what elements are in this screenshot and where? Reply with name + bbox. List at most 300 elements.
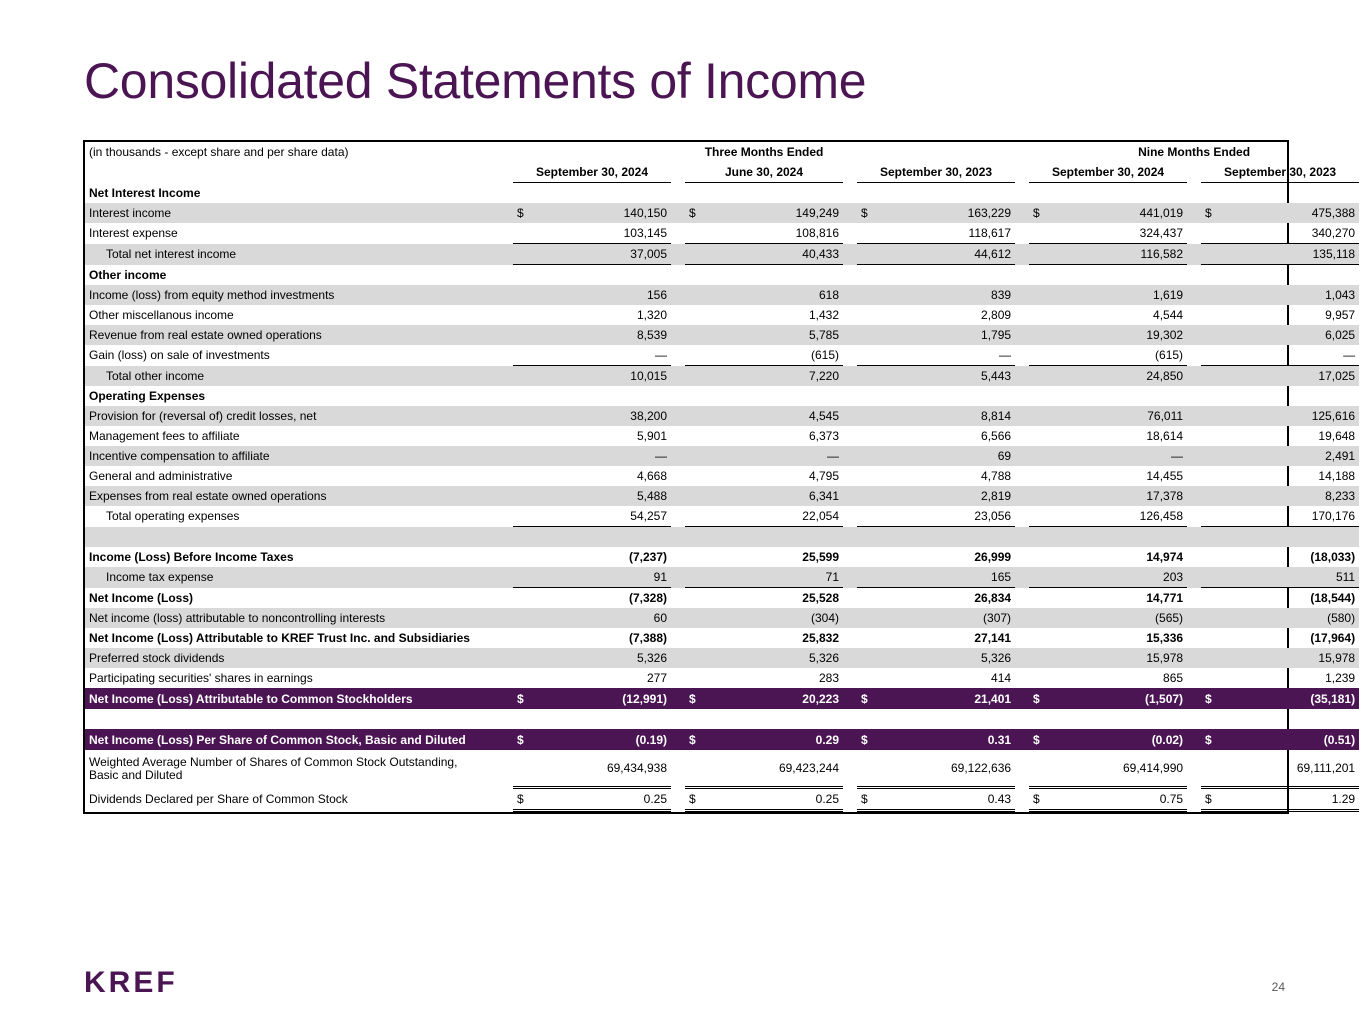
row-label: Total net interest income bbox=[85, 244, 513, 265]
table-row bbox=[85, 203, 1359, 223]
currency-sign bbox=[1201, 486, 1217, 506]
currency-sign bbox=[1029, 486, 1045, 506]
cell-value: — bbox=[529, 345, 671, 366]
table-row bbox=[85, 628, 1359, 648]
cell-value: 324,437 bbox=[1045, 223, 1187, 244]
cell-value: 618 bbox=[701, 285, 843, 305]
row-label: Total other income bbox=[85, 366, 513, 387]
currency-sign bbox=[685, 366, 701, 387]
cell-value: 91 bbox=[529, 567, 671, 588]
currency-sign bbox=[857, 648, 873, 668]
cell-value: (18,544) bbox=[1310, 591, 1356, 605]
currency-sign bbox=[685, 345, 701, 366]
cell-value: 44,612 bbox=[873, 244, 1015, 265]
currency-sign bbox=[513, 486, 529, 506]
cell-value: 1,239 bbox=[1325, 671, 1356, 685]
currency-sign bbox=[685, 406, 701, 426]
row-label: Total operating expenses bbox=[106, 509, 240, 524]
currency-sign bbox=[513, 750, 529, 788]
currency-sign bbox=[857, 506, 873, 527]
column-header: September 30, 2023 bbox=[1201, 162, 1359, 183]
cell-value: 1.29 bbox=[1217, 788, 1359, 811]
row-label: Preferred stock dividends bbox=[85, 648, 513, 668]
nine-months-header: Nine Months Ended bbox=[1138, 145, 1251, 159]
currency-sign: $ bbox=[857, 729, 873, 750]
currency-sign bbox=[857, 406, 873, 426]
currency-sign bbox=[1201, 547, 1217, 567]
cell-value: 0.43 bbox=[873, 788, 1015, 811]
section-header-row bbox=[85, 183, 1359, 204]
row-label: Net income (loss) attributable to noncontrolling interests bbox=[85, 608, 513, 628]
cell-value: (615) bbox=[1045, 345, 1187, 366]
cell-value: 6,025 bbox=[1217, 325, 1359, 345]
cell-value: 8,233 bbox=[1217, 486, 1359, 506]
row-label: Participating securities' shares in earnings bbox=[89, 671, 313, 685]
currency-sign: $ bbox=[1201, 203, 1217, 223]
spacer-row bbox=[85, 527, 1359, 548]
table-row bbox=[85, 223, 1359, 244]
currency-sign bbox=[685, 668, 701, 688]
cell-value: 18,614 bbox=[1146, 429, 1184, 443]
cell-value: 140,150 bbox=[529, 203, 671, 223]
currency-sign bbox=[857, 750, 873, 788]
currency-sign bbox=[513, 305, 529, 325]
cell-value: 1,320 bbox=[636, 308, 667, 322]
currency-sign bbox=[685, 750, 701, 788]
cell-value: (307) bbox=[873, 608, 1015, 628]
currency-sign: $ bbox=[1029, 729, 1045, 750]
row-label: General and administrative bbox=[89, 469, 233, 483]
cell-value: (12,991) bbox=[529, 688, 671, 709]
table-body bbox=[85, 142, 1359, 811]
currency-sign bbox=[513, 547, 529, 567]
cell-value: 5,443 bbox=[873, 366, 1015, 387]
currency-sign bbox=[857, 608, 873, 628]
column-header: June 30, 2024 bbox=[685, 162, 843, 183]
table-row bbox=[85, 366, 1359, 387]
cell-value: 0.75 bbox=[1045, 788, 1187, 811]
cell-value: 2,491 bbox=[1217, 446, 1359, 466]
table-row bbox=[85, 345, 1359, 366]
row-label: Incentive compensation to affiliate bbox=[85, 446, 513, 466]
cell-value: (17,964) bbox=[1310, 631, 1356, 645]
cell-value: 20,223 bbox=[701, 688, 843, 709]
currency-sign bbox=[1029, 567, 1045, 588]
cell-value: 15,978 bbox=[1045, 648, 1187, 668]
currency-sign bbox=[513, 426, 529, 446]
cell-value: 54,257 bbox=[529, 506, 671, 527]
currency-sign bbox=[1201, 223, 1217, 244]
cell-value: 156 bbox=[529, 285, 671, 305]
currency-sign bbox=[1029, 223, 1045, 244]
column-header: September 30, 2023 bbox=[857, 162, 1015, 183]
cell-value: 25,528 bbox=[802, 591, 839, 605]
header-group-row bbox=[85, 142, 1359, 162]
row-label: Other miscellanous income bbox=[89, 308, 234, 322]
currency-sign bbox=[1201, 305, 1217, 325]
cell-value: 15,978 bbox=[1217, 648, 1359, 668]
row-label-line: Basic and Diluted bbox=[89, 767, 183, 782]
currency-sign bbox=[1029, 588, 1045, 609]
table-row bbox=[85, 244, 1359, 265]
cell-value: 103,145 bbox=[529, 223, 671, 244]
cell-value: 60 bbox=[529, 608, 671, 628]
cell-value: — bbox=[873, 345, 1015, 366]
table-row bbox=[85, 486, 1359, 506]
cell-value: 5,901 bbox=[636, 429, 667, 443]
currency-sign bbox=[513, 668, 529, 688]
currency-sign bbox=[513, 588, 529, 609]
currency-sign bbox=[857, 223, 873, 244]
row-label: Net Income (Loss) Attributable to Common Stockholders bbox=[85, 688, 513, 709]
currency-sign bbox=[513, 223, 529, 244]
table-row bbox=[85, 305, 1359, 325]
currency-sign: $ bbox=[513, 688, 529, 709]
currency-sign bbox=[1201, 628, 1217, 648]
currency-sign bbox=[685, 446, 701, 466]
currency-sign bbox=[685, 285, 701, 305]
currency-sign bbox=[1201, 366, 1217, 387]
cell-value: 14,974 bbox=[1146, 550, 1184, 564]
table-row bbox=[85, 506, 1359, 527]
cell-value: 340,270 bbox=[1217, 223, 1359, 244]
cell-value: 69,122,636 bbox=[873, 750, 1015, 788]
currency-sign bbox=[685, 648, 701, 668]
cell-value: (0.02) bbox=[1045, 729, 1187, 750]
column-header: September 30, 2024 bbox=[513, 162, 671, 183]
currency-sign bbox=[513, 506, 529, 527]
header-date-row bbox=[85, 162, 1359, 183]
currency-sign bbox=[857, 325, 873, 345]
cell-value: — bbox=[1217, 345, 1359, 366]
cell-value: 24,850 bbox=[1045, 366, 1187, 387]
cell-value: 4,544 bbox=[1153, 308, 1184, 322]
cell-value: 25,599 bbox=[802, 550, 839, 564]
cell-value: 1,432 bbox=[808, 308, 839, 322]
currency-sign bbox=[1029, 285, 1045, 305]
cell-value: 5,326 bbox=[529, 648, 671, 668]
currency-sign bbox=[685, 547, 701, 567]
currency-sign bbox=[1029, 547, 1045, 567]
currency-sign bbox=[857, 628, 873, 648]
page-title: Consolidated Statements of Income bbox=[84, 53, 867, 109]
cell-value: 283 bbox=[818, 671, 839, 685]
currency-sign: $ bbox=[685, 729, 701, 750]
currency-sign bbox=[685, 486, 701, 506]
cell-value: 149,249 bbox=[701, 203, 843, 223]
cell-value: 8,539 bbox=[529, 325, 671, 345]
currency-sign bbox=[1029, 466, 1045, 486]
currency-sign bbox=[1201, 608, 1217, 628]
table-row bbox=[85, 426, 1359, 446]
currency-sign bbox=[1201, 446, 1217, 466]
cell-value: 5,326 bbox=[701, 648, 843, 668]
table-row bbox=[85, 325, 1359, 345]
table-row bbox=[85, 788, 1359, 811]
cell-value: 475,388 bbox=[1217, 203, 1359, 223]
currency-sign bbox=[1029, 750, 1045, 788]
cell-value: 26,834 bbox=[974, 591, 1012, 605]
row-label: Net Income (Loss) bbox=[89, 590, 194, 605]
currency-sign bbox=[685, 567, 701, 588]
cell-value: 511 bbox=[1217, 567, 1359, 588]
currency-sign bbox=[1029, 608, 1045, 628]
cell-value: 19,302 bbox=[1045, 325, 1187, 345]
currency-sign bbox=[1029, 366, 1045, 387]
currency-sign: $ bbox=[513, 729, 529, 750]
cell-value: 126,458 bbox=[1045, 506, 1187, 527]
currency-sign bbox=[685, 506, 701, 527]
cell-value: 0.31 bbox=[873, 729, 1015, 750]
currency-sign bbox=[685, 628, 701, 648]
currency-sign bbox=[857, 567, 873, 588]
cell-value: 17,378 bbox=[1045, 486, 1187, 506]
row-label: Net Income (Loss) Attributable to KREF Trust Inc. and Subsidiaries bbox=[89, 631, 470, 645]
table-row bbox=[85, 285, 1359, 305]
cell-value: 5,326 bbox=[873, 648, 1015, 668]
currency-sign bbox=[685, 325, 701, 345]
cell-value: 125,616 bbox=[1217, 406, 1359, 426]
currency-sign bbox=[857, 305, 873, 325]
currency-sign bbox=[1029, 325, 1045, 345]
income-statement-table bbox=[85, 142, 1359, 812]
cell-value: 21,401 bbox=[873, 688, 1015, 709]
currency-sign bbox=[1029, 668, 1045, 688]
cell-value: 2,819 bbox=[873, 486, 1015, 506]
cell-value: 108,816 bbox=[701, 223, 843, 244]
currency-sign bbox=[513, 325, 529, 345]
currency-sign bbox=[513, 345, 529, 366]
currency-sign bbox=[513, 628, 529, 648]
cell-value: 839 bbox=[873, 285, 1015, 305]
currency-sign bbox=[513, 466, 529, 486]
table-row bbox=[85, 608, 1359, 628]
currency-sign bbox=[857, 446, 873, 466]
table-row bbox=[85, 446, 1359, 466]
currency-sign: $ bbox=[685, 203, 701, 223]
cell-value: 165 bbox=[873, 567, 1015, 588]
currency-sign bbox=[1029, 506, 1045, 527]
currency-sign bbox=[1201, 244, 1217, 265]
row-label: Interest expense bbox=[89, 226, 178, 241]
currency-sign bbox=[1201, 285, 1217, 305]
currency-sign bbox=[857, 345, 873, 366]
currency-sign bbox=[1201, 750, 1217, 788]
cell-value: (35,181) bbox=[1217, 688, 1359, 709]
currency-sign bbox=[685, 223, 701, 244]
cell-value: 14,188 bbox=[1318, 469, 1356, 483]
currency-sign: $ bbox=[513, 203, 529, 223]
currency-sign bbox=[513, 567, 529, 588]
row-label: Income tax expense bbox=[85, 567, 513, 588]
cell-value: (304) bbox=[701, 608, 843, 628]
currency-sign: $ bbox=[685, 688, 701, 709]
cell-value: 0.29 bbox=[701, 729, 843, 750]
cell-value: 22,054 bbox=[701, 506, 843, 527]
cell-value: 441,019 bbox=[1045, 203, 1187, 223]
cell-value: 277 bbox=[646, 671, 667, 685]
cell-value: 865 bbox=[1163, 671, 1184, 685]
currency-sign: $ bbox=[1201, 788, 1217, 811]
cell-value: (1,507) bbox=[1045, 688, 1187, 709]
currency-sign bbox=[685, 608, 701, 628]
currency-sign: $ bbox=[857, 788, 873, 811]
cell-value: 69,423,244 bbox=[701, 750, 843, 788]
currency-sign bbox=[513, 285, 529, 305]
section-label: Operating Expenses bbox=[89, 389, 206, 403]
currency-sign bbox=[1029, 446, 1045, 466]
column-header: September 30, 2024 bbox=[1029, 162, 1187, 183]
currency-sign bbox=[1201, 345, 1217, 366]
currency-sign bbox=[685, 305, 701, 325]
table-row bbox=[85, 547, 1359, 567]
currency-sign bbox=[1201, 567, 1217, 588]
income-statement-table-container bbox=[83, 140, 1356, 814]
cell-value: 27,141 bbox=[974, 631, 1012, 645]
cell-value: 4,545 bbox=[701, 406, 843, 426]
currency-sign bbox=[857, 285, 873, 305]
table-row bbox=[85, 567, 1359, 588]
table-row bbox=[85, 668, 1359, 688]
cell-value: (0.51) bbox=[1217, 729, 1359, 750]
cell-value: 4,668 bbox=[636, 469, 667, 483]
cell-value: 7,220 bbox=[701, 366, 843, 387]
currency-sign: $ bbox=[1201, 688, 1217, 709]
currency-sign: $ bbox=[1029, 203, 1045, 223]
currency-sign bbox=[513, 244, 529, 265]
cell-value: (7,328) bbox=[628, 591, 667, 605]
currency-sign bbox=[1029, 345, 1045, 366]
page-number: 24 bbox=[1271, 980, 1285, 994]
cell-value: 71 bbox=[701, 567, 843, 588]
currency-sign bbox=[1029, 305, 1045, 325]
cell-value: — bbox=[529, 446, 671, 466]
cell-value: 135,118 bbox=[1217, 244, 1359, 265]
currency-sign bbox=[1201, 426, 1217, 446]
cell-value: 163,229 bbox=[873, 203, 1015, 223]
cell-value: 6,566 bbox=[981, 429, 1012, 443]
cell-value: 170,176 bbox=[1217, 506, 1359, 527]
cell-value: 116,582 bbox=[1045, 244, 1187, 265]
cell-value: (615) bbox=[701, 345, 843, 366]
cell-value: (7,237) bbox=[628, 550, 667, 564]
currency-sign bbox=[685, 466, 701, 486]
currency-sign bbox=[857, 366, 873, 387]
currency-sign bbox=[1201, 668, 1217, 688]
cell-value: 37,005 bbox=[529, 244, 671, 265]
currency-sign: $ bbox=[1029, 688, 1045, 709]
currency-sign bbox=[1029, 406, 1045, 426]
cell-value: 1,795 bbox=[873, 325, 1015, 345]
section-header-row bbox=[85, 386, 1359, 406]
cell-value: 17,025 bbox=[1217, 366, 1359, 387]
currency-sign bbox=[1201, 466, 1217, 486]
currency-sign: $ bbox=[1201, 729, 1217, 750]
row-label: Net Income (Loss) Per Share of Common Stock, Basic and Diluted bbox=[85, 729, 513, 750]
cell-value: 2,809 bbox=[981, 308, 1012, 322]
table-row bbox=[85, 466, 1359, 486]
currency-sign bbox=[1029, 426, 1045, 446]
table-row bbox=[85, 750, 1359, 788]
table-row bbox=[85, 729, 1359, 750]
section-header-row bbox=[85, 265, 1359, 286]
row-label: Interest income bbox=[85, 203, 513, 223]
currency-sign: $ bbox=[857, 203, 873, 223]
currency-sign bbox=[513, 366, 529, 387]
currency-sign bbox=[1201, 325, 1217, 345]
cell-value: 118,617 bbox=[873, 223, 1015, 244]
currency-sign bbox=[685, 244, 701, 265]
currency-sign: $ bbox=[1029, 788, 1045, 811]
currency-sign bbox=[857, 668, 873, 688]
cell-value: (580) bbox=[1217, 608, 1359, 628]
cell-value: 69,434,938 bbox=[529, 750, 671, 788]
cell-value: (18,033) bbox=[1310, 550, 1356, 564]
currency-sign bbox=[1201, 506, 1217, 527]
cell-value: 14,455 bbox=[1146, 469, 1184, 483]
currency-sign: $ bbox=[685, 788, 701, 811]
cell-value: 76,011 bbox=[1045, 406, 1187, 426]
cell-value: 4,795 bbox=[808, 469, 839, 483]
currency-sign bbox=[857, 588, 873, 609]
cell-value: — bbox=[1045, 446, 1187, 466]
spacer-row bbox=[85, 709, 1359, 729]
currency-sign bbox=[1029, 244, 1045, 265]
table-row bbox=[85, 688, 1359, 709]
cell-value: 6,341 bbox=[701, 486, 843, 506]
currency-sign bbox=[513, 608, 529, 628]
currency-sign: $ bbox=[857, 688, 873, 709]
cell-value: 1,043 bbox=[1217, 285, 1359, 305]
cell-value: 4,788 bbox=[981, 469, 1012, 483]
row-label: Dividends Declared per Share of Common Stock bbox=[89, 792, 348, 806]
row-label-line: Weighted Average Number of Shares of Common Stock Outstanding, bbox=[89, 754, 458, 769]
units-note: (in thousands - except share and per share data) bbox=[89, 145, 349, 159]
cell-value: 14,771 bbox=[1146, 591, 1184, 605]
table-row bbox=[85, 406, 1359, 426]
cell-value: 414 bbox=[991, 671, 1012, 685]
currency-sign bbox=[685, 588, 701, 609]
cell-value: (7,388) bbox=[628, 631, 667, 645]
cell-value: (565) bbox=[1045, 608, 1187, 628]
currency-sign bbox=[513, 648, 529, 668]
cell-value: 0.25 bbox=[701, 788, 843, 811]
cell-value: 23,056 bbox=[873, 506, 1015, 527]
cell-value: 40,433 bbox=[701, 244, 843, 265]
cell-value: 5,488 bbox=[529, 486, 671, 506]
cell-value: 203 bbox=[1045, 567, 1187, 588]
table-row bbox=[85, 588, 1359, 609]
currency-sign bbox=[1029, 648, 1045, 668]
row-label: Provision for (reversal of) credit losses, net bbox=[85, 406, 513, 426]
currency-sign bbox=[1201, 406, 1217, 426]
cell-value: 25,832 bbox=[802, 631, 839, 645]
currency-sign bbox=[857, 466, 873, 486]
table-row bbox=[85, 648, 1359, 668]
row-label: Gain (loss) on sale of investments bbox=[89, 348, 270, 363]
row-label: Income (loss) from equity method investments bbox=[85, 285, 513, 305]
cell-value: 15,336 bbox=[1146, 631, 1184, 645]
cell-value: 10,015 bbox=[529, 366, 671, 387]
cell-value: 1,619 bbox=[1045, 285, 1187, 305]
cell-value: 19,648 bbox=[1318, 429, 1356, 443]
cell-value: 8,814 bbox=[873, 406, 1015, 426]
cell-value: 69 bbox=[873, 446, 1015, 466]
cell-value: 6,373 bbox=[808, 429, 839, 443]
currency-sign bbox=[857, 426, 873, 446]
currency-sign bbox=[1201, 588, 1217, 609]
currency-sign bbox=[513, 446, 529, 466]
